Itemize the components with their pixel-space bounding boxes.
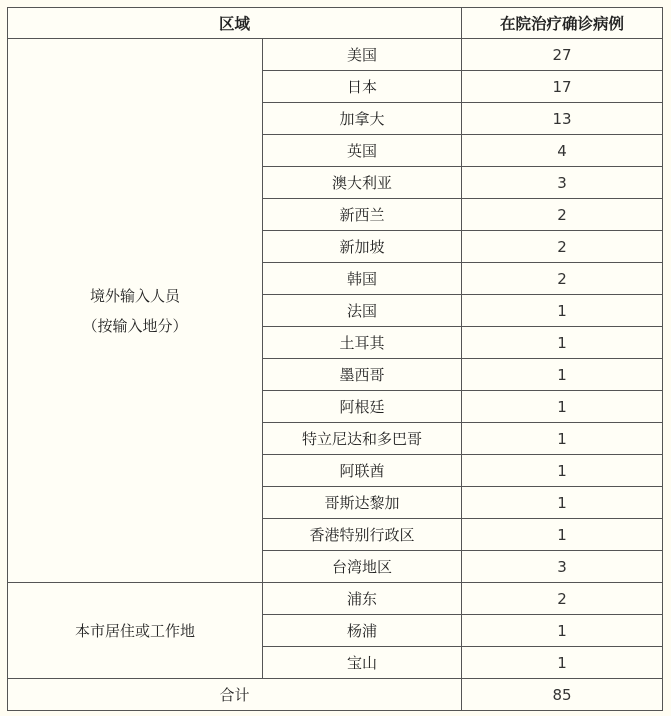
region-group-subtitle: （按输入地分） xyxy=(82,316,188,335)
table-body xyxy=(8,39,663,711)
case-count-cell: 1 xyxy=(462,391,663,423)
place-cell: 加拿大 xyxy=(263,103,462,135)
case-count-cell: 3 xyxy=(462,167,663,199)
place-cell: 台湾地区 xyxy=(263,551,462,583)
case-count-cell: 13 xyxy=(462,103,663,135)
place-cell: 阿联酋 xyxy=(263,455,462,487)
place-cell: 英国 xyxy=(263,135,462,167)
case-count-cell: 2 xyxy=(462,231,663,263)
case-count-cell: 1 xyxy=(462,295,663,327)
place-cell: 法国 xyxy=(263,295,462,327)
place-cell: 阿根廷 xyxy=(263,391,462,423)
case-count-cell: 2 xyxy=(462,263,663,295)
place-cell: 宝山 xyxy=(263,647,462,679)
cases-table xyxy=(7,7,663,711)
region-group-label xyxy=(8,39,263,583)
case-count-cell: 1 xyxy=(462,423,663,455)
header-cases: 在院治疗确诊病例 xyxy=(462,8,663,39)
case-count-cell: 27 xyxy=(462,39,663,71)
place-cell: 韩国 xyxy=(263,263,462,295)
place-cell: 美国 xyxy=(263,39,462,71)
case-count-cell: 2 xyxy=(462,199,663,231)
total-row xyxy=(8,679,663,711)
total-label: 合计 xyxy=(8,679,462,711)
place-cell: 杨浦 xyxy=(263,615,462,647)
case-count-cell: 1 xyxy=(462,647,663,679)
total-count: 85 xyxy=(462,679,663,711)
region-group-title: 本市居住或工作地 xyxy=(74,621,195,640)
place-cell: 澳大利亚 xyxy=(263,167,462,199)
case-count-cell: 1 xyxy=(462,455,663,487)
case-count-cell: 1 xyxy=(462,519,663,551)
table-row xyxy=(8,39,663,71)
case-count-cell: 1 xyxy=(462,615,663,647)
case-count-cell: 1 xyxy=(462,487,663,519)
case-count-cell: 1 xyxy=(462,359,663,391)
place-cell: 日本 xyxy=(263,71,462,103)
case-count-cell: 3 xyxy=(462,551,663,583)
region-group-title: 境外输入人员 xyxy=(89,286,180,305)
place-cell: 新加坡 xyxy=(263,231,462,263)
place-cell: 香港特别行政区 xyxy=(263,519,462,551)
case-count-cell: 4 xyxy=(462,135,663,167)
table-row xyxy=(8,583,663,615)
place-cell: 墨西哥 xyxy=(263,359,462,391)
place-cell: 哥斯达黎加 xyxy=(263,487,462,519)
header-row xyxy=(8,8,663,39)
region-group-label xyxy=(8,583,263,679)
case-count-cell: 1 xyxy=(462,327,663,359)
place-cell: 新西兰 xyxy=(263,199,462,231)
header-region: 区域 xyxy=(8,8,462,39)
place-cell: 特立尼达和多巴哥 xyxy=(263,423,462,455)
case-count-cell: 2 xyxy=(462,583,663,615)
case-count-cell: 17 xyxy=(462,71,663,103)
place-cell: 浦东 xyxy=(263,583,462,615)
place-cell: 土耳其 xyxy=(263,327,462,359)
